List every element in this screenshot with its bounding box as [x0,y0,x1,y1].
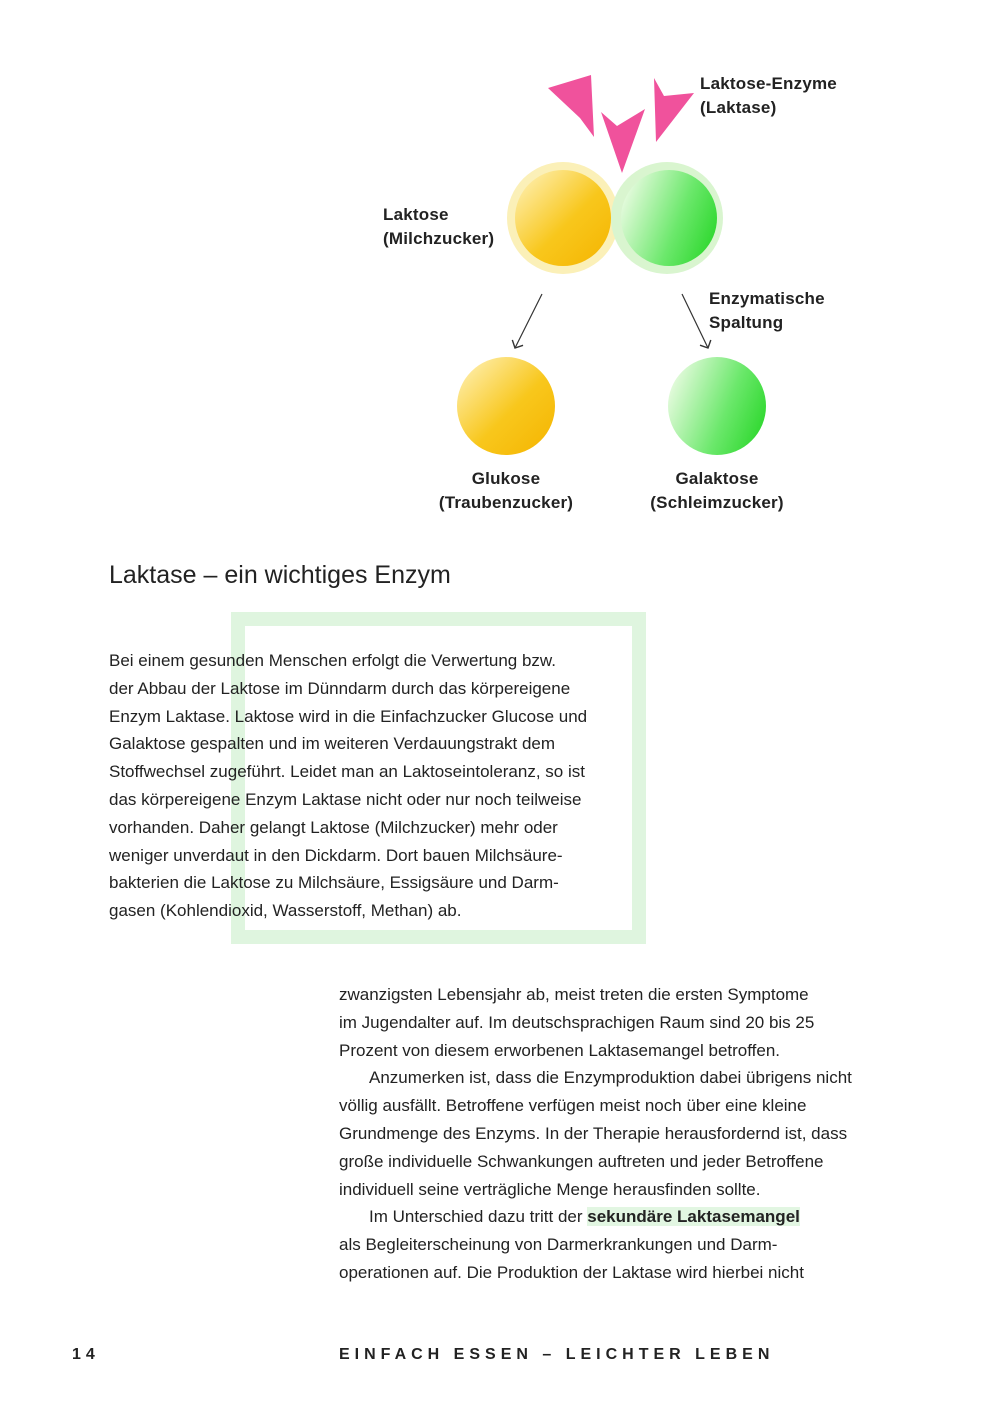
enzyme-arrows [548,75,694,173]
body-line: als Begleiterscheinung von Darmerkrankungen und Darm- [339,1235,778,1255]
intro-line: weniger unverdaut in den Dickdarm. Dort bauen Milchsäure- [109,845,563,865]
intro-line: der Abbau der Laktose im Dünndarm durch das körpereigene [109,678,571,698]
intro-paragraph [109,647,649,925]
split-label [709,287,825,335]
intro-line: Enzym Laktase. Laktose wird in die Einfachzucker Glucose und [109,706,588,726]
body-line [339,1203,899,1231]
glucose-label-line2: (Traubenzucker) [438,493,574,512]
lactose-label [383,203,494,251]
page-number: 14 [72,1346,100,1363]
enzyme-label [700,72,837,120]
intro-line: das körpereigene Enzym Laktase nicht oder nur noch teilweise [109,789,582,809]
body-line: Grundmenge des Enzyms. In der Therapie herausfordernd ist, dass [339,1123,848,1143]
body-line: Anzumerken ist, dass die Enzymproduktion dabei übrigens nicht [369,1068,852,1088]
running-title: EINFACH ESSEN – LEICHTER LEBEN [339,1346,775,1363]
glucose-label-line1: Glukose [471,469,541,488]
body-line: individuell seine verträgliche Menge herausfinden sollte. [339,1179,761,1199]
split-label-line1: Enzymatische [709,289,825,308]
enzyme-label-line2: (Laktase) [700,98,777,117]
body-line: große individuelle Schwankungen auftreten und jeder Betroffene [339,1151,824,1171]
lactose-split-diagram [0,0,1000,540]
galactose-label [617,467,817,515]
body-line: völlig ausfällt. Betroffene verfügen meist noch über eine kleine [339,1096,807,1116]
section-heading: Laktase – ein wichtiges Enzym [109,561,451,589]
intro-line: Galaktose gespalten und im weiteren Verdauungstrakt dem [109,734,556,754]
body-column [339,981,899,1287]
galactose-label-line1: Galaktose [675,469,759,488]
split-arrow-left [515,294,542,348]
body-line: im Jugendalter auf. Im deutschsprachigen Raum sind 20 bis 25 [339,1012,815,1032]
highlighted-term: sekundäre Laktasemangel [587,1207,800,1227]
enzyme-arrow-right [654,78,694,142]
lactose-label-line2: (Milchzucker) [383,229,495,248]
intro-line: vorhanden. Daher gelangt Laktose (Milchzucker) mehr oder [109,817,558,837]
lactose-label-line1: Laktose [383,205,449,224]
glucose-molecule [457,357,555,455]
enzyme-label-line1: Laktose-Enzyme [700,74,837,93]
intro-line: Stoffwechsel zugeführt. Leidet man an Laktoseintoleranz, so ist [109,762,585,782]
galactose-label-line2: (Schleimzucker) [650,493,784,512]
split-label-line2: Spaltung [709,313,784,332]
enzyme-arrow-middle [601,109,645,173]
intro-line: bakterien die Laktose zu Milchsäure, Essigsäure und Darm- [109,873,559,893]
body-line: Prozent von diesem erworbenen Laktasemangel betroffen. [339,1040,781,1060]
lactose-glucose-unit [515,170,611,266]
split-arrow-right [682,294,708,348]
body-line: operationen auf. Die Produktion der Laktase wird hierbei nicht [339,1262,804,1282]
galactose-molecule [668,357,766,455]
intro-line: Bei einem gesunden Menschen erfolgt die Verwertung bzw. [109,651,556,670]
body-line-text: Im Unterschied dazu tritt der [369,1207,588,1227]
intro-line: gasen (Kohlendioxid, Wasserstoff, Methan) ab. [109,901,462,921]
enzyme-arrow-left [548,75,594,137]
lactose-galactose-unit [621,170,717,266]
body-line: zwanzigsten Lebensjahr ab, meist treten die ersten Symptome [339,985,809,1004]
glucose-label [406,467,606,515]
